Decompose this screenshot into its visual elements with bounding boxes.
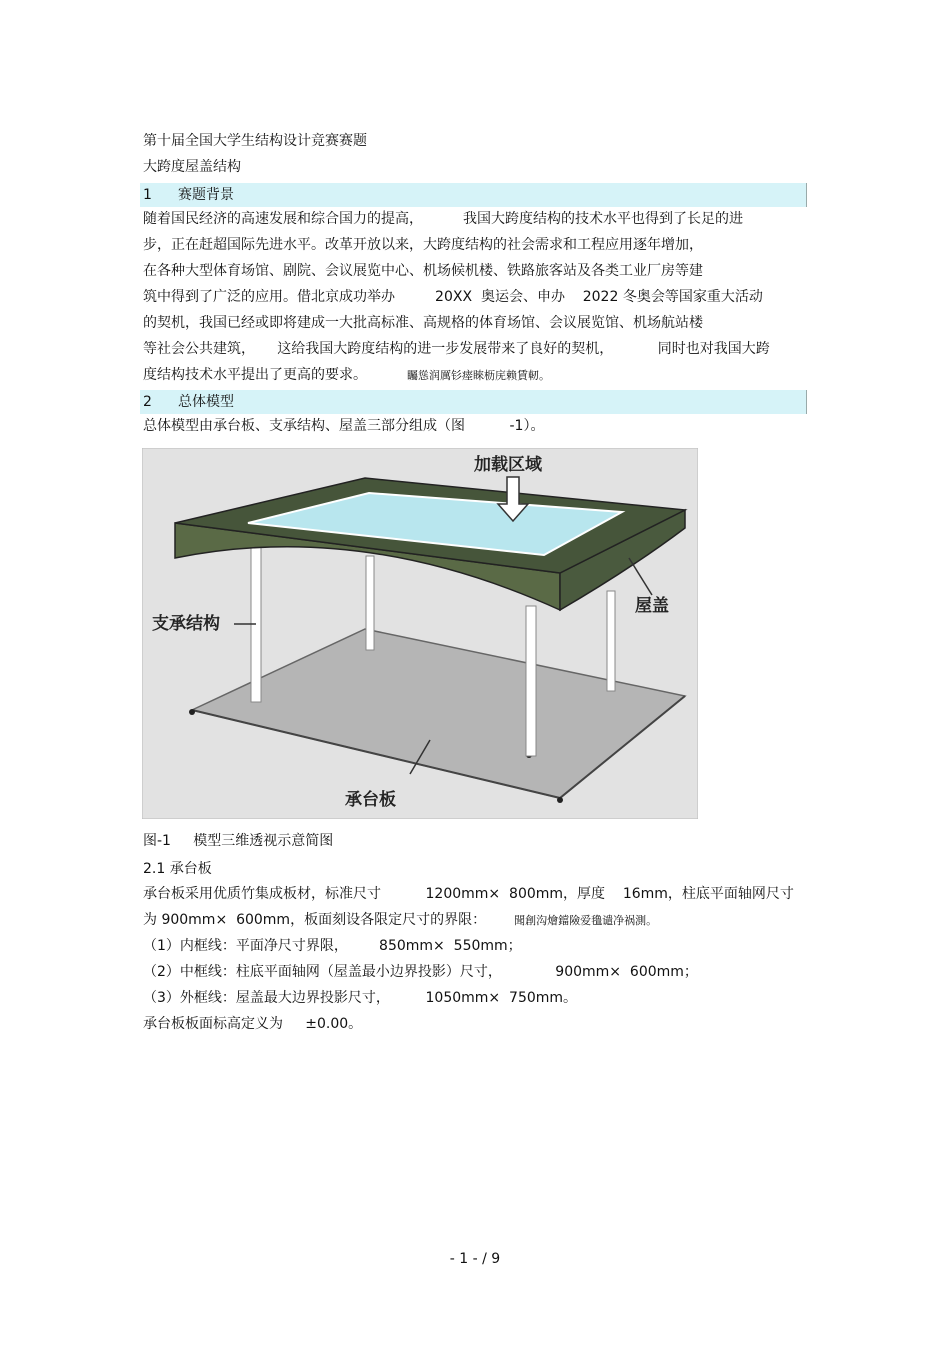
garbled-text: 聞創沟燴鐺險爱氇谴净祸測。 (514, 914, 658, 927)
para1-line: 步，正在赶超国际先进水平。改革开放以来，大跨度结构的社会需求和工程应用逐年增加， (143, 237, 703, 253)
label-load-area: 加载区域 (474, 455, 542, 475)
column-back-right (607, 591, 615, 691)
subsection-2-1: 2.1 承台板 (143, 861, 212, 877)
model-3d-figure (142, 448, 698, 819)
para4: 承台板板面标高定义为 ±0.00。 (143, 1016, 363, 1032)
section-2-number: 2 (143, 394, 152, 410)
figure-caption: 图-1 模型三维透视示意简图 (143, 833, 334, 849)
para3-line (143, 911, 657, 930)
list-item: （3）外框线：屋盖最大边界投影尺寸， 1050mm× 750mm。 (143, 990, 578, 1006)
para3-line: 承台板采用优质竹集成板材，标准尺寸 1200mm× 800mm，厚度 16mm，柱底平面轴网尺寸 (143, 886, 794, 902)
column-front-right (526, 606, 536, 756)
garbled-text: 矚慫润厲钐瘗睞枥庑赖賃軔。 (407, 369, 550, 382)
section-2-heading (140, 390, 807, 414)
para1-line: 在各种大型体育场馆、剧院、会议展览中心、机场候机楼、铁路旅客站及各类工业厂房等建 (143, 263, 703, 279)
column-back-left (366, 556, 374, 650)
column-front-left (251, 540, 261, 702)
para2: 总体模型由承台板、支承结构、屋盖三部分组成（图 -1）。 (143, 418, 545, 434)
list-item: （1）内框线：平面净尺寸界限， 850mm× 550mm； (143, 938, 522, 954)
section-1-heading (140, 183, 807, 207)
para3-line2: 为 900mm× 600mm，板面刻设各限定尺寸的界限： (143, 912, 487, 928)
label-roof: 屋盖 (635, 596, 669, 616)
para1-line (143, 366, 550, 385)
para1-line: 筑中得到了广泛的应用。借北京成功举办 20XX 奥运会、申办 2022 冬奥会等国家重大活动 (143, 289, 763, 305)
doc-subtitle: 大跨度屋盖结构 (143, 159, 241, 175)
label-support: 支承结构 (152, 614, 220, 634)
para1-last: 度结构技术水平提出了更高的要求。 (143, 367, 367, 383)
doc-title: 第十届全国大学生结构设计竞赛赛题 (143, 133, 367, 149)
page-number: - 1 - / 9 (449, 1251, 501, 1267)
section-2-title: 总体模型 (178, 394, 234, 410)
label-base-plate: 承台板 (345, 790, 396, 810)
para1-line: 等社会公共建筑， 这给我国大跨度结构的进一步发展带来了良好的契机， 同时也对我国大跨 (143, 341, 770, 357)
para1-line: 的契机，我国已经或即将建成一大批高标准、高规格的体育场馆、会议展览馆、机场航站楼 (143, 315, 703, 331)
list-item: （2）中框线：柱底平面轴网（屋盖最小边界投影）尺寸， 900mm× 600mm； (143, 964, 698, 980)
section-1-number: 1 (143, 187, 152, 203)
section-1-title: 赛题背景 (178, 187, 234, 203)
para1-line: 随着国民经济的高速发展和综合国力的提高， 我国大跨度结构的技术水平也得到了长足的进 (143, 211, 744, 227)
